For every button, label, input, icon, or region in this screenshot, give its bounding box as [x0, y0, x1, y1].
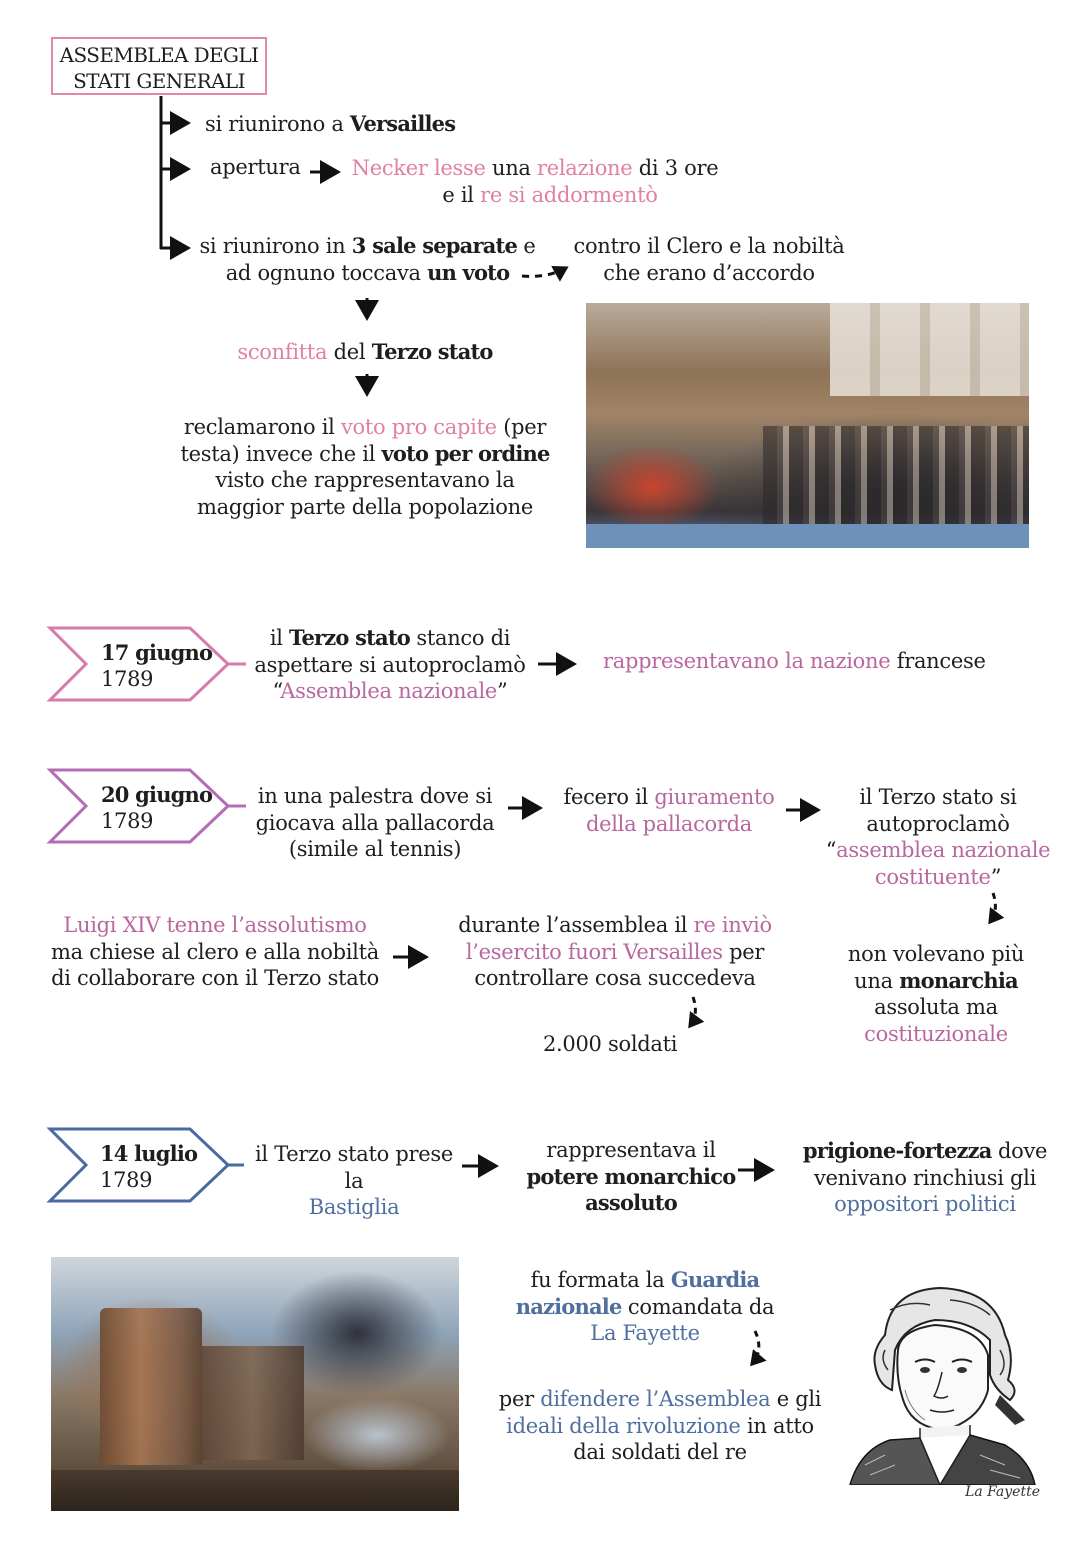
lafayette-portrait — [830, 1280, 1040, 1485]
branch-apertura: apertura — [210, 155, 301, 179]
army-note: durante l’assemblea il re inviò l’esercito fuori Versailles per controllare cosa succedeva — [458, 913, 772, 990]
national-guard-note: fu formata la Guardia nazionale comandata da La Fayette — [515, 1267, 775, 1345]
monarchy-note: non volevano più una monarchia assoluta ma costituzionale — [847, 942, 1025, 1046]
date-badge-17-giugno: 17 giugno 1789 — [101, 640, 213, 691]
guard-purpose-note: per difendere l’Assemblea e gli ideali della rivoluzione in atto dai soldati del re — [498, 1387, 822, 1464]
event3-description: il Terzo stato prese la Bastiglia — [255, 1142, 453, 1219]
title-box — [51, 37, 267, 95]
oath-note: fecero il giuramento della pallacorda — [563, 785, 775, 836]
estates-general-painting — [586, 303, 1029, 548]
bastille-meaning: rappresentava il potere monarchico assoluto — [526, 1138, 736, 1215]
event1-result: rappresentavano la nazione francese — [603, 649, 986, 673]
soldiers-count: 2.000 soldati — [543, 1032, 678, 1056]
prison-note: prigione-fortezza dove venivano rinchiusi gli oppositori politici — [802, 1138, 1048, 1216]
claim-note: reclamarono il voto pro capite (per testa) invece che il voto per ordine visto che rappresentavano la maggior parte della popolazione — [180, 415, 550, 519]
date-badge-14-luglio: 14 luglio 1789 — [100, 1141, 198, 1192]
event2-description: in una palestra dove si giocava alla pallacorda (simile al tennis) — [255, 784, 495, 861]
bastille-painting — [51, 1257, 459, 1511]
event1-description: il Terzo stato stanco di aspettare si autoproclamò “Assemblea nazionale” — [254, 625, 526, 703]
defeat-note: sconfitta del Terzo stato — [237, 339, 493, 364]
constituent-assembly-note: il Terzo stato si autoproclamò “assemblea nazionale costituente” — [825, 785, 1051, 889]
branch-versailles: si riunirono a Versailles — [205, 111, 456, 136]
branch-sale-separate: si riunirono in 3 sale separate e ad ognuno toccava un voto — [199, 233, 536, 285]
title-line-2: STATI GENERALI — [73, 69, 245, 93]
portrait-sketch-icon — [830, 1280, 1040, 1485]
portrait-caption: La Fayette — [965, 1484, 1040, 1500]
luigi-note: Luigi XIV tenne l’assolutismo ma chiese al clero e alla nobiltà di collaborare con il Terzo stato — [51, 913, 379, 990]
title-line-1: ASSEMBLEA DEGLI — [59, 43, 259, 67]
necker-note: Necker lesse una relazione di 3 ore e il re si addormentò — [351, 156, 719, 207]
clergy-nobility-note: contro il Clero e la nobiltà che erano d’accordo — [573, 234, 845, 285]
date-badge-20-giugno: 20 giugno 1789 — [101, 782, 213, 833]
